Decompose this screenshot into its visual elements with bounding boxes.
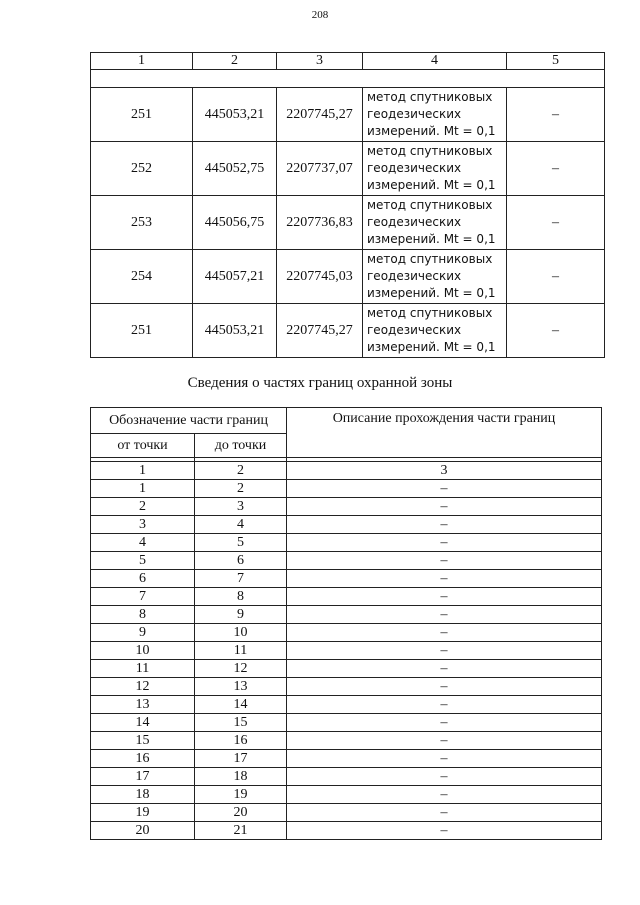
table-row bbox=[91, 768, 602, 786]
from-cell: 13 bbox=[91, 696, 195, 714]
y-cell: 2207745,03 bbox=[277, 250, 363, 304]
from-cell: 20 bbox=[91, 822, 195, 840]
boundary-parts-table bbox=[90, 407, 602, 840]
point-cell: 251 bbox=[91, 304, 193, 358]
from-cell: 11 bbox=[91, 660, 195, 678]
description-cell: – bbox=[287, 480, 602, 498]
from-cell: 9 bbox=[91, 624, 195, 642]
note-cell: – bbox=[507, 88, 605, 142]
method-cell bbox=[363, 250, 507, 304]
table-row bbox=[91, 250, 605, 304]
description-cell: – bbox=[287, 804, 602, 822]
column-number-row bbox=[91, 462, 602, 480]
method-line: измерений. Mt = 0,1 bbox=[367, 178, 496, 192]
table-row bbox=[91, 552, 602, 570]
from-cell: 1 bbox=[91, 480, 195, 498]
description-cell: – bbox=[287, 534, 602, 552]
method-line: метод спутниковых bbox=[367, 252, 493, 266]
table-row bbox=[91, 606, 602, 624]
table-row bbox=[91, 196, 605, 250]
description-cell: – bbox=[287, 732, 602, 750]
header-row bbox=[91, 408, 602, 434]
header-from: от точки bbox=[91, 434, 195, 458]
method-line: геодезических bbox=[367, 107, 462, 121]
from-cell: 7 bbox=[91, 588, 195, 606]
y-cell: 2207745,27 bbox=[277, 304, 363, 358]
from-cell: 2 bbox=[91, 498, 195, 516]
table-row bbox=[91, 696, 602, 714]
column-number-row bbox=[91, 53, 605, 70]
from-cell: 15 bbox=[91, 732, 195, 750]
description-cell: – bbox=[287, 498, 602, 516]
to-cell: 9 bbox=[195, 606, 287, 624]
description-cell: – bbox=[287, 768, 602, 786]
description-cell: – bbox=[287, 750, 602, 768]
from-cell: 6 bbox=[91, 570, 195, 588]
from-cell: 14 bbox=[91, 714, 195, 732]
table-row bbox=[91, 732, 602, 750]
column-number: 5 bbox=[507, 53, 605, 70]
y-cell: 2207736,83 bbox=[277, 196, 363, 250]
section-title: Сведения о частях границ охранной зоны bbox=[187, 375, 453, 391]
to-cell: 5 bbox=[195, 534, 287, 552]
description-cell: – bbox=[287, 714, 602, 732]
description-cell: – bbox=[287, 588, 602, 606]
x-cell: 445056,75 bbox=[193, 196, 277, 250]
from-cell: 5 bbox=[91, 552, 195, 570]
method-line: геодезических bbox=[367, 161, 462, 175]
from-cell: 10 bbox=[91, 642, 195, 660]
note-cell: – bbox=[507, 196, 605, 250]
table-row bbox=[91, 660, 602, 678]
description-cell: – bbox=[287, 660, 602, 678]
to-cell: 12 bbox=[195, 660, 287, 678]
to-cell: 2 bbox=[195, 480, 287, 498]
method-line: метод спутниковых bbox=[367, 90, 493, 104]
table-row bbox=[91, 570, 602, 588]
description-cell: – bbox=[287, 552, 602, 570]
table-row bbox=[91, 588, 602, 606]
description-cell: – bbox=[287, 822, 602, 840]
x-cell: 445053,21 bbox=[193, 88, 277, 142]
empty-row bbox=[91, 70, 605, 88]
to-cell: 14 bbox=[195, 696, 287, 714]
method-cell bbox=[363, 196, 507, 250]
method-line: измерений. Mt = 0,1 bbox=[367, 340, 496, 354]
column-number: 2 bbox=[193, 53, 277, 70]
description-cell: – bbox=[287, 606, 602, 624]
to-cell: 8 bbox=[195, 588, 287, 606]
to-cell: 6 bbox=[195, 552, 287, 570]
table-row bbox=[91, 534, 602, 552]
description-cell: – bbox=[287, 570, 602, 588]
method-line: измерений. Mt = 0,1 bbox=[367, 124, 496, 138]
coordinates-table bbox=[90, 52, 605, 358]
description-cell: – bbox=[287, 678, 602, 696]
from-cell: 19 bbox=[91, 804, 195, 822]
table-row bbox=[91, 804, 602, 822]
note-cell: – bbox=[507, 304, 605, 358]
to-cell: 13 bbox=[195, 678, 287, 696]
from-cell: 8 bbox=[91, 606, 195, 624]
header-description: Описание прохождения части границ bbox=[287, 408, 602, 458]
to-cell: 7 bbox=[195, 570, 287, 588]
method-line: геодезических bbox=[367, 215, 462, 229]
table-row bbox=[91, 750, 602, 768]
x-cell: 445052,75 bbox=[193, 142, 277, 196]
point-cell: 252 bbox=[91, 142, 193, 196]
header-to: до точки bbox=[195, 434, 287, 458]
x-cell: 445053,21 bbox=[193, 304, 277, 358]
to-cell: 16 bbox=[195, 732, 287, 750]
point-cell: 251 bbox=[91, 88, 193, 142]
column-number: 2 bbox=[195, 462, 287, 480]
point-cell: 253 bbox=[91, 196, 193, 250]
table-row bbox=[91, 786, 602, 804]
description-cell: – bbox=[287, 516, 602, 534]
table-row bbox=[91, 624, 602, 642]
table-row bbox=[91, 516, 602, 534]
table-row bbox=[91, 88, 605, 142]
x-cell: 445057,21 bbox=[193, 250, 277, 304]
method-line: геодезических bbox=[367, 269, 462, 283]
to-cell: 11 bbox=[195, 642, 287, 660]
from-cell: 3 bbox=[91, 516, 195, 534]
description-cell: – bbox=[287, 696, 602, 714]
method-line: метод спутниковых bbox=[367, 144, 493, 158]
to-cell: 15 bbox=[195, 714, 287, 732]
page-number: 208 bbox=[311, 9, 329, 21]
from-cell: 4 bbox=[91, 534, 195, 552]
column-number: 1 bbox=[91, 462, 195, 480]
method-line: метод спутниковых bbox=[367, 306, 493, 320]
header-part: Обозначение части границ bbox=[91, 408, 287, 434]
to-cell: 20 bbox=[195, 804, 287, 822]
to-cell: 21 bbox=[195, 822, 287, 840]
method-cell bbox=[363, 304, 507, 358]
table-row bbox=[91, 822, 602, 840]
table-row bbox=[91, 304, 605, 358]
to-cell: 19 bbox=[195, 786, 287, 804]
description-cell: – bbox=[287, 786, 602, 804]
y-cell: 2207737,07 bbox=[277, 142, 363, 196]
y-cell: 2207745,27 bbox=[277, 88, 363, 142]
note-cell: – bbox=[507, 250, 605, 304]
to-cell: 4 bbox=[195, 516, 287, 534]
description-cell: – bbox=[287, 642, 602, 660]
table-row bbox=[91, 142, 605, 196]
to-cell: 3 bbox=[195, 498, 287, 516]
method-line: измерений. Mt = 0,1 bbox=[367, 286, 496, 300]
table-row bbox=[91, 642, 602, 660]
description-cell: – bbox=[287, 624, 602, 642]
method-cell bbox=[363, 142, 507, 196]
column-number: 4 bbox=[363, 53, 507, 70]
method-line: метод спутниковых bbox=[367, 198, 493, 212]
from-cell: 18 bbox=[91, 786, 195, 804]
method-line: геодезических bbox=[367, 323, 462, 337]
column-number: 3 bbox=[287, 462, 602, 480]
method-line: измерений. Mt = 0,1 bbox=[367, 232, 496, 246]
to-cell: 10 bbox=[195, 624, 287, 642]
table-row bbox=[91, 480, 602, 498]
table-row bbox=[91, 498, 602, 516]
from-cell: 12 bbox=[91, 678, 195, 696]
to-cell: 18 bbox=[195, 768, 287, 786]
from-cell: 17 bbox=[91, 768, 195, 786]
from-cell: 16 bbox=[91, 750, 195, 768]
table-row bbox=[91, 714, 602, 732]
table-row bbox=[91, 678, 602, 696]
method-cell bbox=[363, 88, 507, 142]
note-cell: – bbox=[507, 142, 605, 196]
to-cell: 17 bbox=[195, 750, 287, 768]
column-number: 3 bbox=[277, 53, 363, 70]
column-number: 1 bbox=[91, 53, 193, 70]
point-cell: 254 bbox=[91, 250, 193, 304]
